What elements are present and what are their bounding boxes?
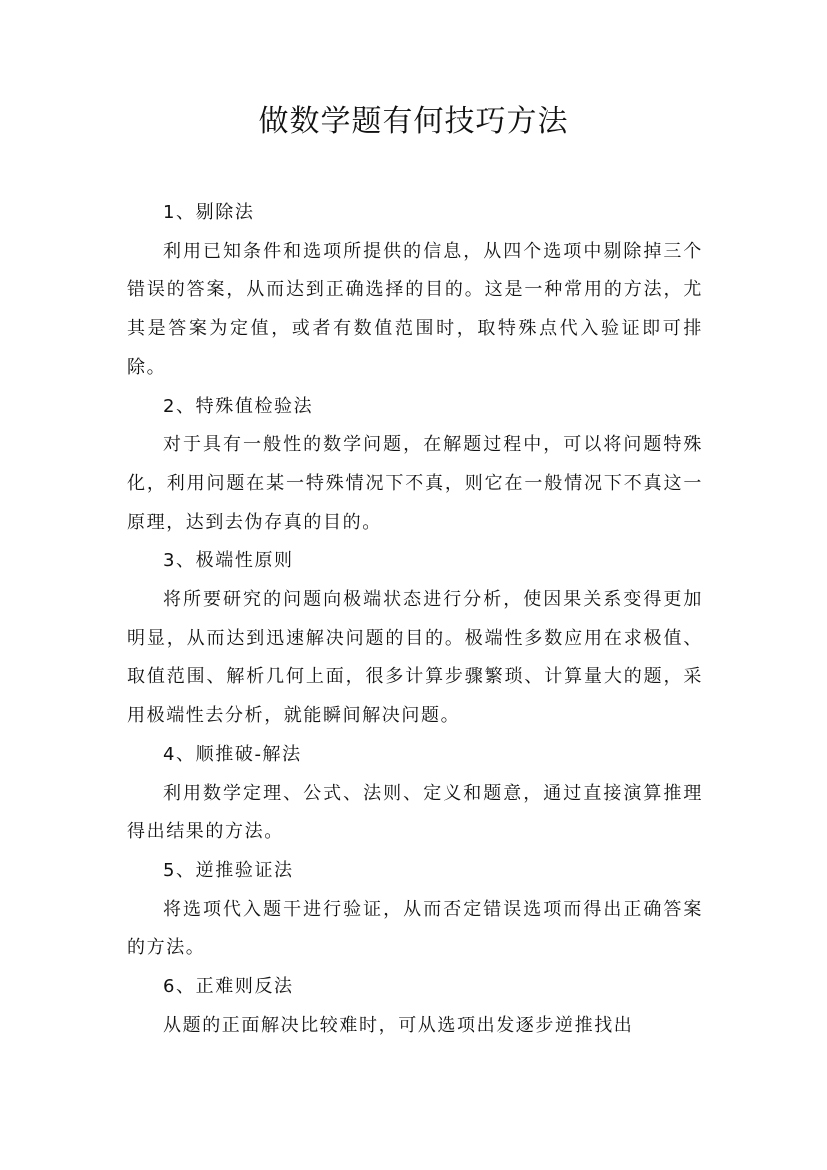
section-heading: 4、顺推破-解法 [163, 743, 302, 765]
section-heading: 2、特殊值检验法 [163, 395, 314, 417]
section-paragraph: 利用数学定理、公式、法则、定义和题意，通过直接演算推理得出结果的方法。 [127, 782, 703, 843]
document-body [127, 194, 703, 1045]
section-heading: 3、极端性原则 [163, 550, 294, 572]
section-heading: 6、正难则反法 [163, 976, 294, 998]
section-paragraph: 利用已知条件和选项所提供的信息，从四个选项中剔除掉三个错误的答案，从而达到正确选择的目的。这是一种常用的方法，尤其是答案为定值，或者有数值范围时，取特殊点代入验证即可排除。 [127, 240, 703, 378]
section-paragraph: 将选项代入题干进行验证，从而否定错误选项而得出正确答案的方法。 [127, 898, 703, 959]
section-paragraph: 将所要研究的问题向极端状态进行分析，使因果关系变得更加明显，从而达到迅速解决问题的目的。极端性多数应用在求极值、取值范围、解析几何上面，很多计算步骤繁琐、计算量大的题，采用极端性去分析，就能瞬间解决问题。 [127, 589, 703, 727]
section-paragraph: 从题的正面解决比较难时，可从选项出发逐步逆推找出 [163, 1014, 634, 1036]
section-paragraph: 对于具有一般性的数学问题，在解题过程中，可以将问题特殊化，利用问题在某一特殊情况下不真，则它在一般情况下不真这一原理，达到去伪存真的目的。 [127, 434, 703, 533]
section-heading: 5、逆推验证法 [163, 859, 294, 881]
section-heading: 1、剔除法 [163, 202, 255, 223]
document-title: 做数学题有何技巧方法 [258, 104, 569, 139]
